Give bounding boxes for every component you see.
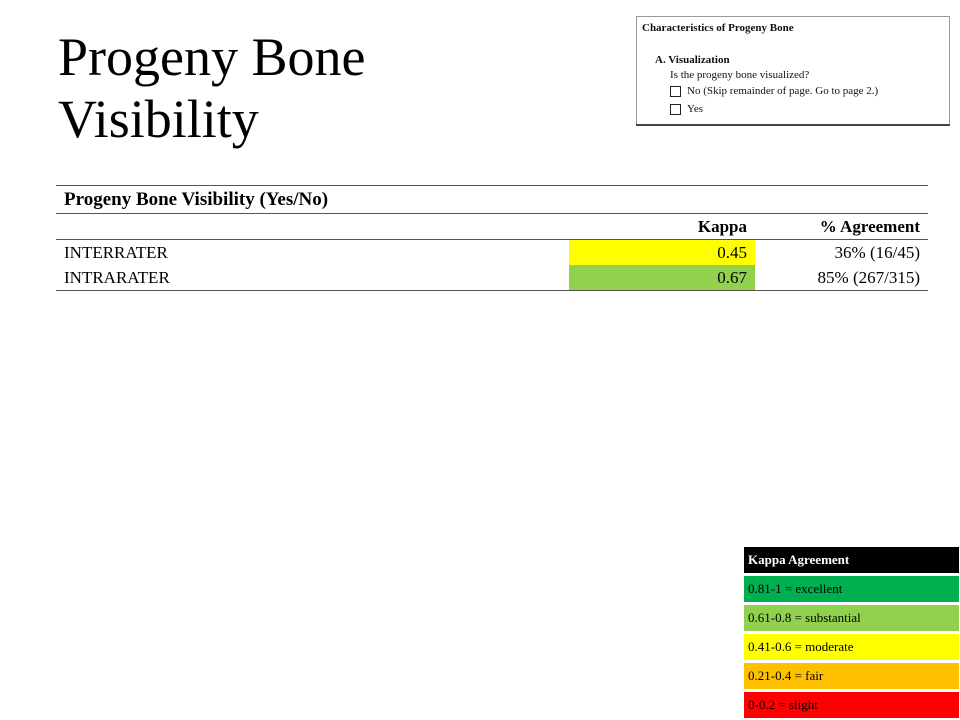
- column-header-label: [56, 214, 569, 240]
- legend-header: Kappa Agreement: [744, 547, 959, 573]
- legend-item-slight: 0-0.2 = slight: [744, 692, 959, 718]
- form-option-yes: [670, 103, 703, 115]
- kappa-cell: 0.45: [569, 240, 755, 266]
- table-header-row: [56, 214, 928, 240]
- table-row: [56, 265, 928, 291]
- legend-item-fair: 0.21-0.4 = fair: [744, 663, 959, 689]
- table-caption-row: [56, 186, 928, 214]
- legend-item-substantial: 0.61-0.8 = substantial: [744, 605, 959, 631]
- form-option-yes-label: Yes: [687, 103, 704, 115]
- column-header-kappa: Kappa: [569, 214, 755, 240]
- row-label: INTRARATER: [56, 265, 569, 291]
- form-option-no: [670, 85, 878, 97]
- legend-item-moderate: 0.41-0.6 = moderate: [744, 634, 959, 660]
- form-snippet-question: Is the progeny bone visualized?: [670, 69, 810, 81]
- kappa-table: [56, 185, 928, 291]
- kappa-cell: 0.67: [569, 265, 755, 291]
- kappa-legend: [744, 547, 959, 718]
- table-row: [56, 240, 928, 266]
- agreement-cell: 36% (16/45): [834, 242, 920, 262]
- column-header-agreement: % Agreement: [755, 214, 928, 240]
- table-caption: Progeny Bone Visibility (Yes/No): [56, 186, 928, 214]
- form-snippet-section: A. Visualization: [655, 54, 730, 66]
- form-snippet-heading: Characteristics of Progeny Bone: [642, 22, 794, 34]
- slide-title: Progeny Bone Visibility: [58, 27, 366, 149]
- row-label: INTERRATER: [64, 242, 168, 262]
- form-snippet-divider: [636, 124, 950, 126]
- legend-item-excellent: 0.81-1 = excellent: [744, 576, 959, 602]
- form-option-no-label: No (Skip remainder of page. Go to page 2.): [687, 85, 879, 97]
- form-snippet-image: [636, 16, 950, 126]
- agreement-cell: 85% (267/315): [755, 265, 928, 291]
- checkbox-icon: [670, 104, 681, 115]
- checkbox-icon: [670, 86, 681, 97]
